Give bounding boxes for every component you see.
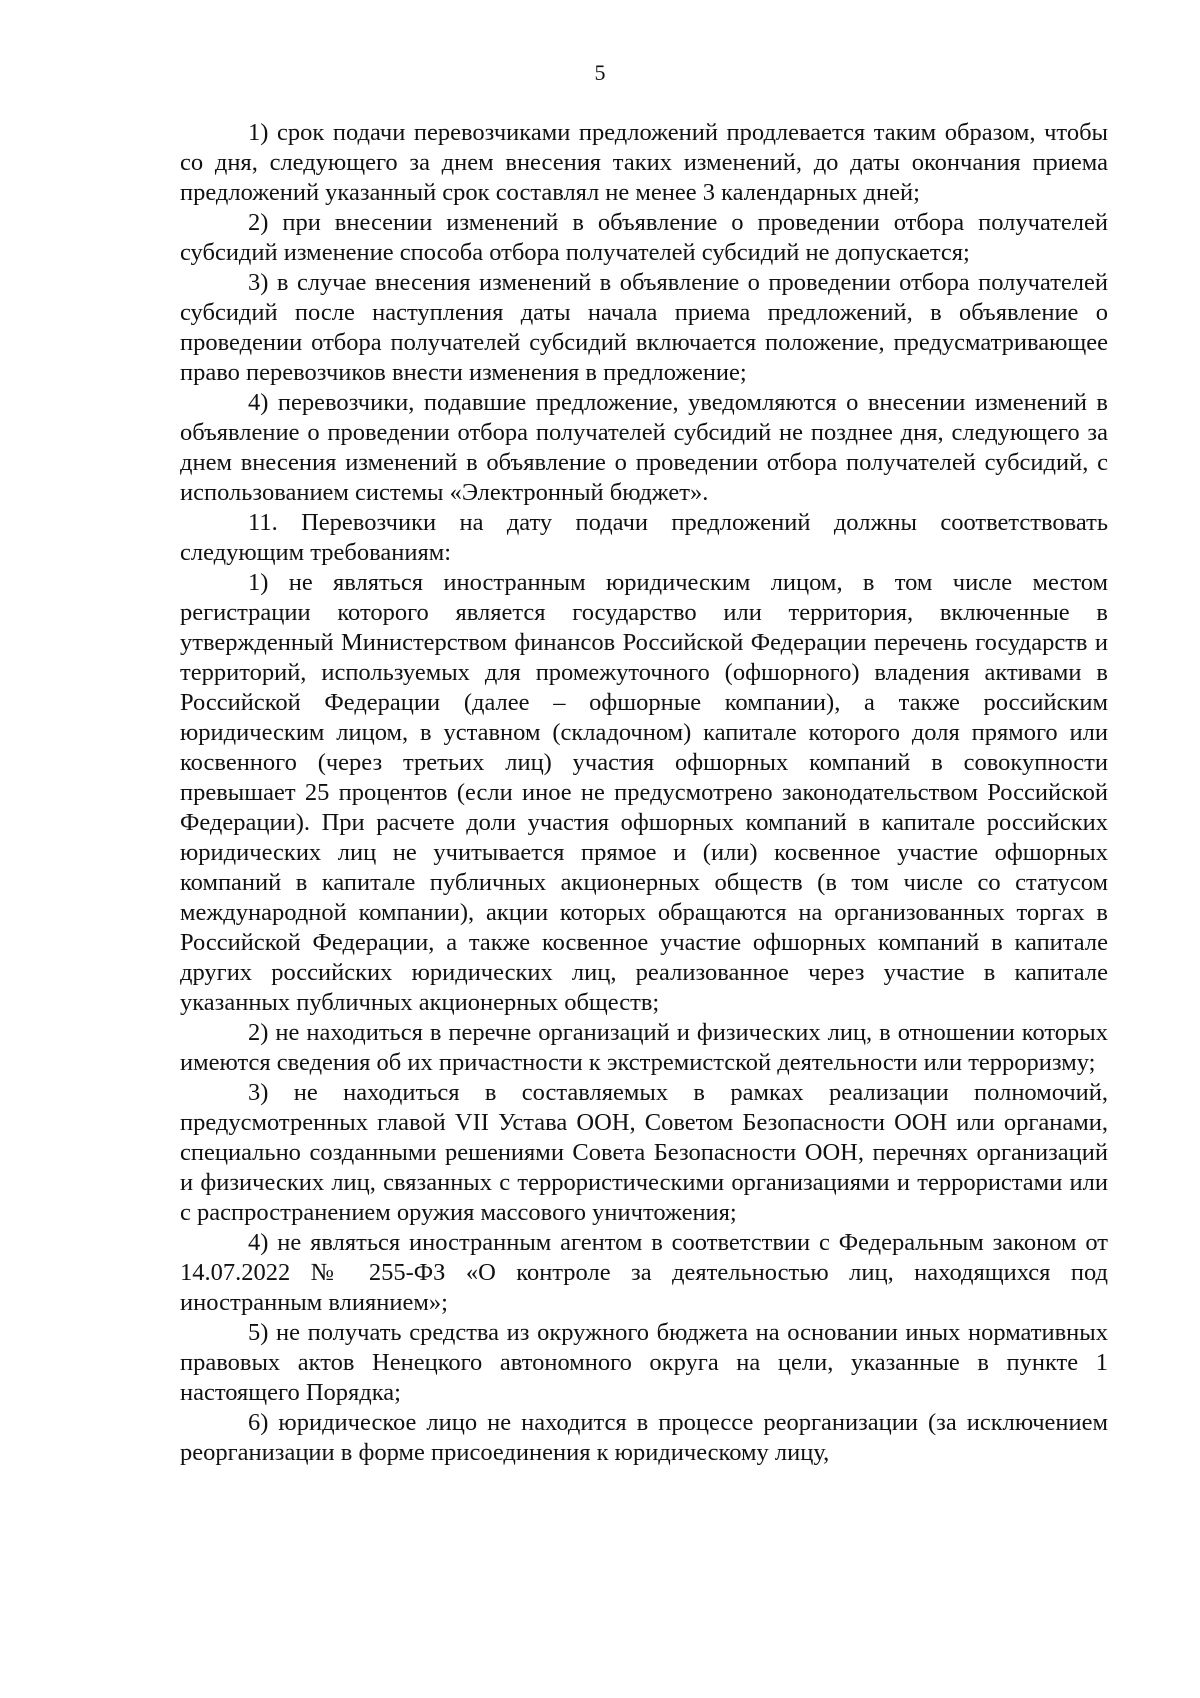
requirement-5-other-funding: 5) не получать средства из окружного бюджета на основании иных нормативных правовых актов Ненецкого автономного округа на цели, указанные в пункте 1 настоящего Порядка;	[180, 1319, 1108, 1406]
paragraph-3-changes-after-start: 3) в случае внесения изменений в объявление о проведении отбора получателей субсидий после наступления даты начала приема предложений, в объявление о проведении отбора получателей субсидий включается положение, предусматривающее право перевозчиков внести изменения в предложение;	[180, 269, 1108, 386]
requirement-1-offshore: 1) не являться иностранным юридическим лицом, в том числе местом регистрации которого является государство или территория, включенные в утвержденный Министерством финансов Российской Федерации перечень государств и территорий, используемых для промежуточного (офшорного) владения активами в Российской Федерации (далее – офшорные компании), а также российским юридическим лицом, в уставном (складочном) капитале которого доля прямого или косвенного (через третьих лиц) участия офшорных компаний в совокупности превышает 25 процентов (если иное не предусмотрено законодательством Российской Федерации). При расчете доли участия офшорных компаний в капитале российских юридических лиц не учитывается прямое и (или) косвенное участие офшорных компаний в капитале публичных акционерных обществ (в том числе со статусом международной компании), акции которых обращаются на организованных торгах в Российской Федерации, а также косвенное участие офшорных компаний в капитале других российских юридических лиц, реализованное через участие в капитале указанных публичных акционерных обществ;	[180, 569, 1108, 1016]
document-body	[180, 118, 1108, 1468]
paragraph-4-notification: 4) перевозчики, подавшие предложение, уведомляются о внесении изменений в объявление о проведении отбора получателей субсидий не позднее дня, следующего за днем внесения изменений в объявление о проведении отбора получателей субсидий, с использованием системы «Электронный бюджет».	[180, 389, 1108, 506]
paragraph-1-deadline-extension: 1) срок подачи перевозчиками предложений продлевается таким образом, чтобы со дня, следующего за днем внесения таких изменений, до даты окончания приема предложений указанный срок составлял не менее 3 календарных дней;	[180, 119, 1108, 206]
requirement-2-extremism-list: 2) не находиться в перечне организаций и физических лиц, в отношении которых имеются сведения об их причастности к экстремистской деятельности или терроризму;	[180, 1019, 1108, 1076]
paragraph-2-selection-method: 2) при внесении изменений в объявление о проведении отбора получателей субсидий изменение способа отбора получателей субсидий не допускается;	[180, 209, 1108, 266]
requirement-4-foreign-agent: 4) не являться иностранным агентом в соответствии с Федеральным законом от 14.07.2022 № 255-ФЗ «О контроле за деятельностью лиц, находящихся под иностранным влиянием»;	[180, 1229, 1108, 1316]
page-number: 5	[594, 60, 606, 85]
requirement-3-un-sanctions: 3) не находиться в составляемых в рамках реализации полномочий, предусмотренных главой VII Устава ООН, Советом Безопасности ООН или органами, специально созданными решениями Совета Безопасности ООН, перечнях организаций и физических лиц, связанных с террористическими организациями и террористами или с распространением оружия массового уничтожения;	[180, 1079, 1108, 1226]
requirement-6-reorganization: 6) юридическое лицо не находится в процессе реорганизации (за исключением реорганизации в форме присоединения к юридическому лицу,	[180, 1409, 1108, 1466]
paragraph-11-requirements-heading: 11. Перевозчики на дату подачи предложений должны соответствовать следующим требованиям:	[180, 509, 1108, 566]
